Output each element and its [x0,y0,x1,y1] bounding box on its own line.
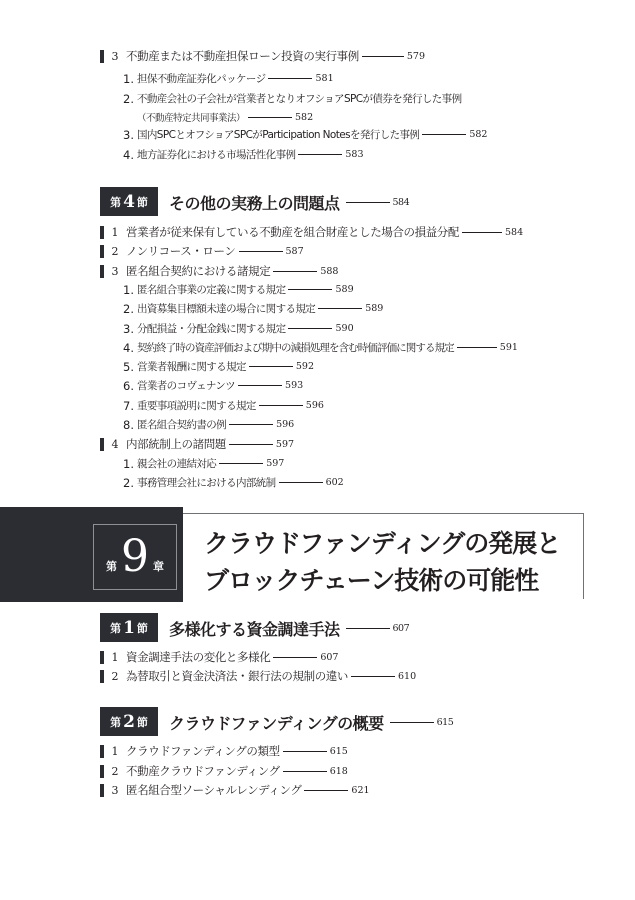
subitem-number: 2. [123,301,134,316]
toc-item [100,668,416,684]
page-number: 596 [305,400,324,411]
toc-item [100,224,523,240]
leader-line [249,366,293,367]
subitem-number: 8. [123,417,134,432]
toc-subitem [123,91,461,106]
chapter-title-line-2: ブロックチェーン技術の可能性 [204,566,539,595]
leader-line [279,482,323,483]
toc-subitem [123,340,518,355]
chapter-title-line-1: クラウドファンディングの発展と [204,529,561,558]
item-title: 匿名組合型ソーシャルレンディング [126,783,302,797]
leader-line [457,347,497,348]
item-title: 為替取引と資金決済法・銀行法の規制の違い [126,669,348,683]
section-heading [169,617,409,640]
subitem-number: 4. [123,340,134,355]
subitem-title: 事務管理会社における内部統制 [136,477,276,489]
leader-line [259,405,303,406]
subitem-title: 親会社の連結対応 [136,458,217,470]
subitem-title: 営業者のコヴェナンツ [136,380,236,392]
section-suffix: 節 [136,195,148,209]
item-marker [100,765,104,778]
section-title: 多様化する資金調達手法 [169,620,340,639]
item-marker [100,265,104,278]
page-number: 589 [365,303,384,314]
item-title: クラウドファンディングの類型 [126,744,280,758]
leader-line [318,308,362,309]
toc-item [100,263,338,279]
subitem-title: 重要事項説明に関する規定 [136,400,256,412]
toc-subitem [123,321,354,336]
leader-line [298,154,342,155]
section-heading [169,711,453,734]
toc-item [100,436,294,452]
toc-subitem [123,282,354,297]
subitem-number: 5. [123,359,134,374]
item-number: 3 [111,783,119,797]
subitem-number: 2. [123,475,134,490]
subitem-number: 1. [123,456,134,471]
page-number: 615 [436,717,454,728]
page-number: 588 [320,265,339,277]
toc-item [100,48,425,64]
leader-line [229,444,273,445]
subitem-title: 国内SPCとオフショアSPCがParticipation Notesを発行した事例 [136,129,420,141]
section-badge [100,187,158,216]
page-number: 621 [351,784,370,796]
section-badge [100,613,158,642]
page-number: 587 [285,245,304,257]
page-number: 597 [266,458,285,469]
subitem-title: 営業者報酬に関する規定 [136,361,246,373]
subitem-title: 不動産会社の子会社が営業者となりオフショアSPCが債券を発行した事例 [136,93,462,105]
toc-subitem [123,475,344,490]
section-number: 4 [123,191,135,212]
toc-item [100,243,304,259]
leader-line [351,676,395,677]
chapter-prefix: 第 [106,560,117,573]
item-title: 不動産クラウドファンディング [126,764,280,778]
leader-line [248,117,292,118]
subitem-number: 2. [123,91,134,106]
subitem-number: 4. [123,147,134,162]
leader-line [346,202,390,203]
subitem-title: 契約終了時の資産評価および期中の減損処理を含む時価評価に関する規定 [136,342,454,354]
section-number: 1 [123,617,135,638]
section-prefix: 第 [110,715,122,729]
chapter-suffix: 章 [153,560,164,573]
section-prefix: 第 [110,195,122,209]
item-title: ノンリコース・ローン [126,244,236,258]
page-number: 583 [345,149,364,160]
toc-subitem [123,147,364,162]
page-number: 596 [276,419,295,430]
item-number: 2 [111,669,119,683]
item-number: 3 [111,49,119,63]
item-marker [100,50,104,63]
item-number: 1 [111,650,119,664]
leader-line [288,289,332,290]
subitem-number: 7. [123,398,134,413]
page-number: 582 [469,129,488,140]
page-number: 582 [295,111,314,123]
item-number: 4 [111,437,119,451]
page-number: 584 [392,197,410,208]
section-badge [100,707,158,736]
page-number: 584 [505,226,524,238]
item-marker [100,784,104,797]
section-suffix: 節 [136,715,148,729]
toc-item [100,782,370,798]
section-prefix: 第 [110,621,122,635]
toc-subitem [123,417,294,432]
toc-subitem [123,398,324,413]
leader-line [288,328,332,329]
item-number: 1 [111,225,119,239]
toc-subitem [123,71,334,86]
subitem-title: 担保不動産証券化パッケージ [136,73,266,85]
leader-line [238,385,282,386]
item-marker [100,438,104,451]
page-number: 607 [320,651,339,663]
chapter-badge [93,524,177,590]
page-number: 579 [406,50,426,62]
item-number: 1 [111,744,119,758]
item-title: 資金調達手法の変化と多様化 [126,650,271,664]
chapter-number: 9 [121,531,149,582]
leader-line [268,78,312,79]
subitem-number: 3. [123,321,134,336]
page-number: 590 [335,323,354,334]
leader-line [229,424,273,425]
page-number: 597 [275,438,295,450]
page-number: 607 [392,623,410,634]
subitem-title: 匿名組合事業の定義に関する規定 [136,284,286,296]
toc-subitem [123,456,284,471]
leader-line [273,657,317,658]
page-number: 615 [329,745,348,757]
leader-line [422,134,466,135]
subitem-title: 出資募集目標額未達の場合に関する規定 [136,303,316,315]
item-number: 2 [111,244,119,258]
page-number: 581 [315,73,334,84]
subitem-title: 分配損益・分配金銭に関する規定 [136,323,286,335]
item-marker [100,226,104,239]
page-number: 593 [285,380,304,391]
subitem-number: 3. [123,127,134,142]
toc-item [100,763,348,779]
leader-line [283,771,327,772]
leader-line [390,722,434,723]
subitem-number: 1. [123,282,134,297]
subitem-title: 地方証券化における市場活性化事例 [136,149,296,161]
section-suffix: 節 [136,621,148,635]
toc-item [100,743,348,759]
item-title: 不動産または不動産担保ローン投資の実行事例 [126,49,359,63]
toc-subitem-continuation [137,110,313,124]
subitem-number: 6. [123,378,134,393]
toc-subitem [123,378,303,393]
item-number: 3 [111,264,119,278]
item-number: 2 [111,764,119,778]
section-title: その他の実務上の問題点 [169,194,340,213]
page-number: 591 [499,342,518,353]
item-title: 匿名組合契約における諸規定 [126,264,271,278]
toc-item [100,649,338,665]
section-heading [169,191,409,214]
section-number: 2 [123,711,135,732]
subitem-number: 1. [123,71,134,86]
toc-subitem [123,359,314,374]
leader-line [462,232,502,233]
leader-line [219,463,263,464]
subitem-note: （不動産特定共同事業法） [137,113,246,124]
page-number: 610 [398,670,417,682]
page-number: 589 [335,284,354,295]
item-marker [100,651,104,664]
leader-line [239,251,283,252]
leader-line [346,628,390,629]
item-marker [100,245,104,258]
toc-subitem [123,127,487,142]
subitem-title: 匿名組合契約書の例 [136,419,227,431]
item-marker [100,745,104,758]
page-number: 602 [325,477,344,488]
page-number: 592 [295,361,315,372]
item-title: 内部統制上の諸問題 [126,437,226,451]
leader-line [273,271,317,272]
item-marker [100,670,104,683]
page-number: 618 [329,765,348,777]
section-title: クラウドファンディングの概要 [169,714,384,733]
toc-subitem [123,301,383,316]
leader-line [283,751,327,752]
leader-line [362,56,404,57]
leader-line [304,790,348,791]
item-title: 営業者が従来保有している不動産を組合財産とした場合の損益分配 [126,225,459,239]
